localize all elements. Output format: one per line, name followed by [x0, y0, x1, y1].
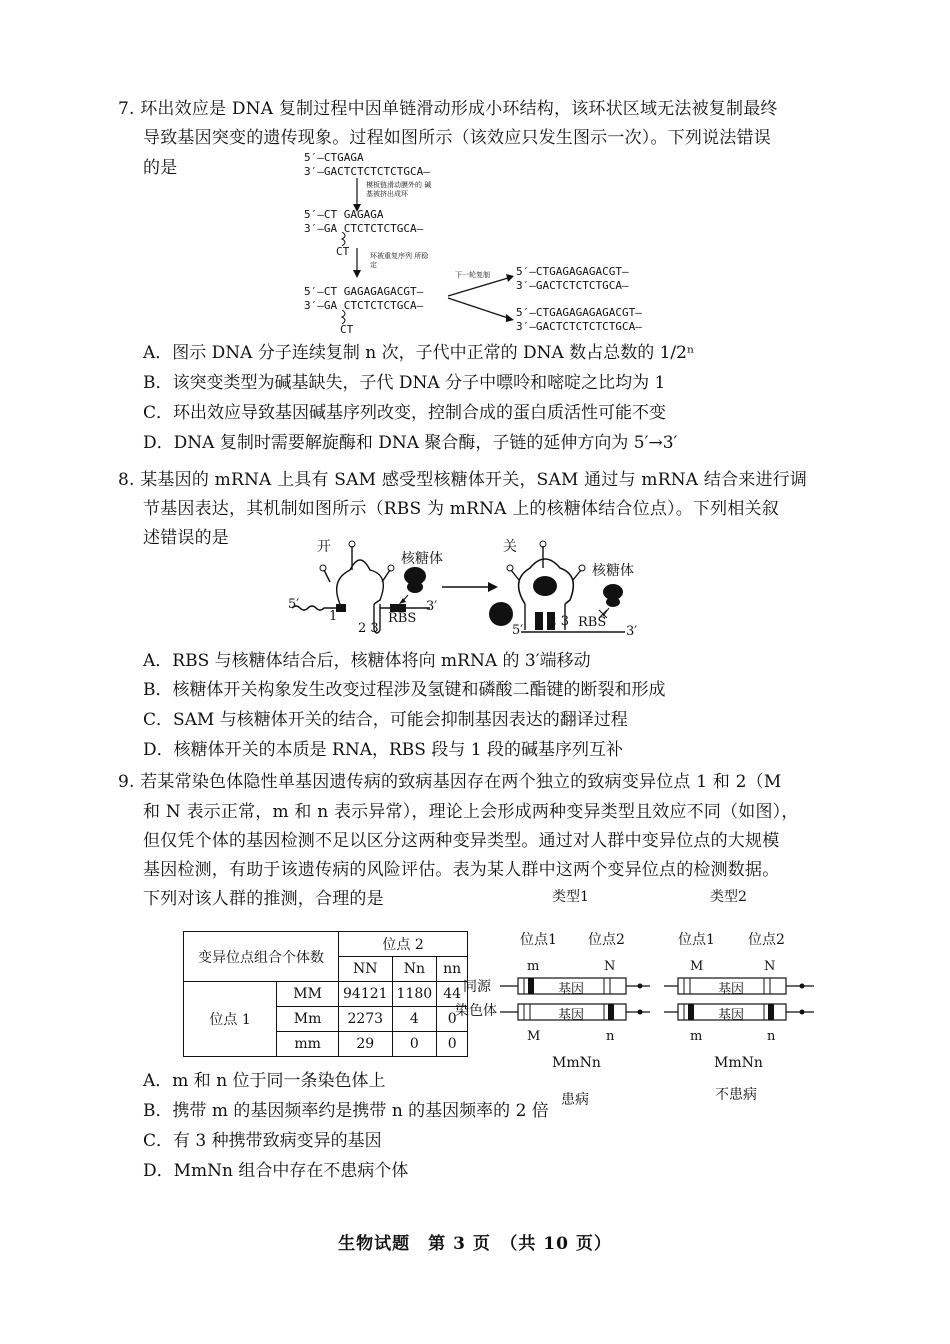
q9-fig-t2-bottom-right-allele: n [767, 1029, 776, 1044]
q9-fig-t1-site2: 位点2 [588, 932, 625, 948]
q7-fig-loop1: CT [336, 245, 350, 258]
q7-stem-line3: 的是 [143, 158, 178, 178]
q7-fig-result1a: 5′—CTGAGAGAGACGT— [516, 265, 629, 278]
q9-fig-t1-bottom-left-allele: M [527, 1029, 541, 1044]
q8-option-b: B．核糖体开关构象发生改变过程涉及氢键和磷酸二酯键的断裂和形成 [143, 680, 666, 700]
q9-fig-t1-top-left-allele: m [527, 959, 540, 974]
q8-fig-on-3prime: 3′ [426, 599, 438, 614]
q9-option-b: B．携带 m 的基因频率约是携带 n 的基因频率的 2 倍 [143, 1101, 549, 1121]
table-col-header: nn [437, 957, 468, 982]
q7-branch-arrows-icon [446, 272, 516, 324]
q7-fig-result2b: 3′—GACTCTCTCTCTGCA— [516, 320, 642, 333]
q9-stem-line1: 9. 若某常染色体隐性单基因遗传病的致病基因存在两个独立的致病变异位点 1 和 2（M [118, 772, 782, 792]
q9-fig-result-1: 患病 [561, 1092, 589, 1108]
table-row-label: MM [277, 982, 339, 1007]
q9-stem-line5: 下列对该人群的推测，合理的是 [143, 889, 384, 909]
q8-fig-off-rbs: RBS [578, 615, 607, 630]
q9-fig-gene-label-3: 基因 [718, 982, 745, 997]
q7-fig-next-round: 下一轮复制 [455, 271, 490, 279]
table-row-label: mm [277, 1032, 339, 1057]
q7-option-c: C．环出效应导致基因碱基序列改变，控制合成的蛋白质活性可能不变 [143, 403, 667, 423]
q9-fig-homolog-label-2: 染色体 [455, 1003, 497, 1019]
q9-fig-gene-label-4: 基因 [718, 1008, 745, 1023]
q9-fig-genotype-2: MmNn [714, 1055, 763, 1071]
table-site2-header: 位点 2 [339, 932, 468, 957]
q9-option-c: C．有 3 种携带致病变异的基因 [143, 1131, 382, 1151]
q8-fig-off-5prime: 5′ [512, 623, 524, 638]
q7-fig-strand2b: 3′—GA CTCTCTCTGCA— [304, 222, 424, 235]
table-cell: 94121 [339, 982, 393, 1007]
q8-fig-on-seg1: 1 [329, 609, 338, 624]
q7-loop1-icon [338, 232, 352, 246]
q7-fig-strand1b: 3′—GACTCTCTCTCTGCA— [304, 165, 430, 178]
q9-fig-t2-top-left-allele: M [690, 959, 704, 974]
q7-fig-strand1a: 5′—CTGAGA [304, 151, 364, 164]
table-cell: 0 [437, 1032, 468, 1057]
q7-fig-strand3a: 5′—CT GAGAGAGACGT— [304, 285, 424, 298]
q7-stem-line2: 导致基因突变的遗传现象。过程如图所示（该效应只发生图示一次）。下列说法错误 [143, 128, 771, 148]
q9-option-a: A．m 和 n 位于同一条染色体上 [143, 1071, 386, 1091]
q8-option-c: C．SAM 与核糖体开关的结合，可能会抑制基因表达的翻译过程 [143, 710, 628, 730]
page-footer: 生物试题 第 3 页 （共 10 页） [338, 1234, 612, 1254]
q9-fig-genotype-1: MmNn [552, 1055, 601, 1071]
q7-stem-line1: 7. 环出效应是 DNA 复制过程中因单链滑动形成小环结构，该环状区域无法被复制最终 [118, 99, 778, 119]
q9-option-d: D．MmNn 组合中存在不患病个体 [143, 1161, 409, 1181]
q9-fig-type1: 类型1 [552, 889, 589, 905]
q9-fig-t2-site1: 位点1 [678, 932, 715, 948]
table-cell: 2273 [339, 1007, 393, 1032]
q8-fig-off-seg123: 1 2 3 [536, 614, 570, 629]
q8-fig-on-rbs: RBS [388, 611, 417, 626]
table-col-header: NN [339, 957, 393, 982]
q7-fig-loop2: CT [340, 323, 354, 336]
q8-fig-off-3prime: 3′ [626, 624, 638, 639]
table-cell: 0 [437, 1007, 468, 1032]
q7-fig-arrow1-note: 模板链滑动膜外的 碱基被挤出成环 [366, 181, 432, 198]
table-row [184, 982, 468, 1007]
table-cell: 44 [437, 982, 468, 1007]
q7-loop2-icon [338, 310, 352, 324]
q9-fig-result-2: 不患病 [715, 1087, 757, 1103]
q8-stem-line2: 节基因表达，其机制如图所示（RBS 为 mRNA 上的核糖体结合位点）。下列相关叙 [143, 499, 779, 519]
q7-fig-result2a: 5′—CTGAGAGAGAGACGT— [516, 306, 642, 319]
q9-stem-line2: 和 N 表示正常，m 和 n 表示异常），理论上会形成两种变异类型且效应不同（如图）， [143, 802, 799, 822]
table-col-header: Nn [392, 957, 437, 982]
q9-fig-gene-label-2: 基因 [558, 1008, 585, 1023]
q7-fig-strand2a: 5′—CT GAGAGA [304, 208, 384, 221]
q9-fig-gene-label-1: 基因 [558, 982, 585, 997]
q9-data-table [183, 931, 468, 1057]
q8-fig-open-label: 开 [317, 539, 331, 555]
q8-fig-on-seg23: 2 3 [358, 621, 379, 636]
q9-fig-t2-bottom-left-allele: m [690, 1029, 703, 1044]
table-row-label: Mm [277, 1007, 339, 1032]
q9-fig-t1-top-right-allele: N [604, 959, 616, 974]
q9-fig-t2-site2: 位点2 [748, 932, 785, 948]
table-site1-header: 位点 1 [184, 982, 277, 1057]
q9-stem-line4: 基因检测，有助于该遗传病的风险评估。表为某人群中这两个变异位点的检测数据。 [143, 860, 780, 880]
q9-fig-homolog-label-1: 同源 [463, 979, 491, 995]
q9-stem-line3: 但仅凭个体的基因检测不足以区分这两种变异类型。通过对人群中变异位点的大规模 [143, 831, 780, 851]
table-cell: 1180 [392, 982, 437, 1007]
q7-option-a: A．图示 DNA 分子连续复制 n 次，子代中正常的 DNA 数占总数的 1/2ⁿ [143, 343, 695, 363]
q7-fig-result1b: 3′—GACTCTCTCTGCA— [516, 279, 629, 292]
q7-arrow2-icon [350, 248, 364, 278]
q8-fig-on-5prime: 5′ [288, 597, 300, 612]
q8-option-d: D．核糖体开关的本质是 RNA，RBS 段与 1 段的碱基序列互补 [143, 740, 623, 760]
q8-fig-closed-label: 关 [503, 539, 517, 555]
q8-option-a: A．RBS 与核糖体结合后，核糖体将向 mRNA 的 3′端移动 [143, 651, 591, 671]
q7-option-d: D．DNA 复制时需要解旋酶和 DNA 聚合酶，子链的延伸方向为 5′→3′ [143, 433, 678, 453]
q8-stem-line3: 述错误的是 [143, 528, 229, 548]
q9-fig-t2-top-right-allele: N [764, 959, 776, 974]
table-cell: 4 [392, 1007, 437, 1032]
q8-stem-line1: 8. 某基因的 mRNA 上具有 SAM 感受型核糖体开关，SAM 通过与 mRNA 结合来进行调 [118, 470, 808, 490]
q9-fig-t1-bottom-right-allele: n [606, 1029, 615, 1044]
q8-fig-ribosome-label-2: 核糖体 [592, 563, 634, 579]
table-cell: 29 [339, 1032, 393, 1057]
q9-fig-type2: 类型2 [710, 889, 747, 905]
q7-option-b: B．该突变类型为碱基缺失，子代 DNA 分子中嘌呤和嘧啶之比均为 1 [143, 373, 666, 393]
table-cell: 0 [392, 1032, 437, 1057]
table-corner-header: 变异位点组合个体数 [184, 932, 339, 982]
q9-fig-t1-site1: 位点1 [520, 932, 557, 948]
q7-fig-arrow2-note: 环被重复序列 所稳定 [370, 252, 429, 269]
q7-arrow1-icon [350, 178, 364, 212]
q8-fig-ribosome-label-1: 核糖体 [401, 551, 443, 567]
q7-fig-strand3b: 3′—GA CTCTCTCTGCA— [304, 299, 424, 312]
